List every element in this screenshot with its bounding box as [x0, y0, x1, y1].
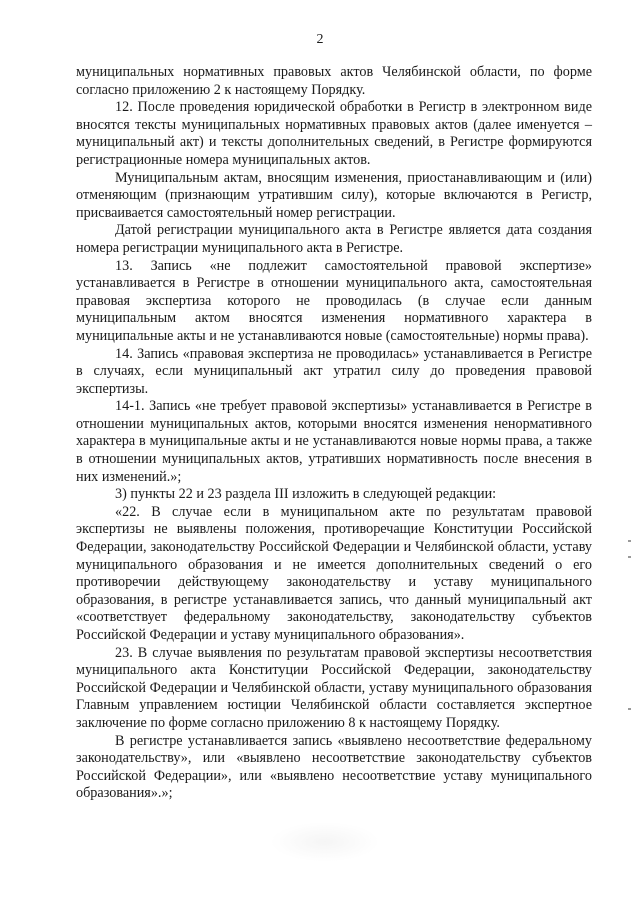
- paragraph-registration-date: Датой регистрации муниципального акта в Регистре является дата создания номера регистрации муниципального акта в Регистре.: [76, 222, 592, 256]
- paragraph-continuation: муниципальных нормативных правовых актов Челябинской области, по форме согласно приложению 2 к настоящему Порядку.: [76, 64, 592, 98]
- paragraph-item-14-1: 14-1. Запись «не требует правовой экспертизы» устанавливается в Регистре в отношении муниципальных актов, которыми вносятся изменения ненормативного характера в муниципальные акты и не устанавливаются новые нормы права, а также в отношении муниципальных актов, утративших нормативность после внесения в них изменений.»;: [76, 398, 592, 485]
- page-number: 2: [316, 32, 324, 47]
- paragraph-item-14: 14. Запись «правовая экспертиза не проводилась» устанавливается в Регистре в случаях, если муниципальный акт утратил силу до проведения правовой экспертизы.: [76, 345, 592, 397]
- scan-margin-mark: [628, 556, 631, 558]
- paragraph-item-12: 12. После проведения юридической обработки в Регистр в электронном виде вносятся тексты муниципальных нормативных правовых актов (далее именуется – муниципальный акт) и тексты дополнительных сведений, в Регистре формируются регистрационные номера муниципальных актов.: [76, 99, 592, 168]
- paragraph-subitem-3: 3) пункты 22 и 23 раздела III изложить в следующей редакции:: [115, 486, 497, 503]
- scan-margin-mark: [628, 708, 631, 710]
- paragraph-item-22: «22. В случае если в муниципальном акте по результатам правовой экспертизы не выявлены положения, противоречащие Конституции Российской Федерации, законодательству Российской Федерации и Челябинской области, уставу муниципального образования и не имеется дополнительных сведений о его противоречии действующему законодательству и уставу муниципального образования, в регистре устанавливается запись, что данный муниципальный акт «соответствует федеральному законодательству, законодательству субъектов Российской Федерации и уставу муниципального образования».: [76, 503, 592, 643]
- paragraph-item-13: 13. Запись «не подлежит самостоятельной правовой экспертизе» устанавливается в Регистре в отношении муниципального акта, самостоятельная правовая экспертиза которого не проводилась (в случае если данным муниципальным актом вносятся изменения нормативного характера в муниципальные акты и не устанавливаются новые (самостоятельные) нормы права).: [76, 257, 592, 344]
- document-body: [76, 64, 592, 803]
- paragraph-item-23: 23. В случае выявления по результатам правовой экспертизы несоответствия муниципального акта Конституции Российской Федерации, законодательству Российской Федерации и Челябинской области, уставу муниципального образования Главным управлением юстиции Челябинской области составляется экспертное заключение по форме согласно приложению 8 к настоящему Порядку.: [76, 644, 592, 731]
- scan-margin-mark: [628, 540, 631, 542]
- paragraph-register-entry: В регистре устанавливается запись «выявлено несоответствие федеральному законодательству», или «выявлено несоответствие законодательству субъектов Российской Федерации», или «выявлено несоответствие уставу муниципального образования».»;: [76, 732, 592, 802]
- scan-smudge: [270, 822, 380, 862]
- paragraph-amending-acts: Муниципальным актам, вносящим изменения, приостанавливающим и (или) отменяющим (признающим утратившим силу), которые включаются в Регистр, присваивается самостоятельный номер регистрации.: [76, 169, 592, 221]
